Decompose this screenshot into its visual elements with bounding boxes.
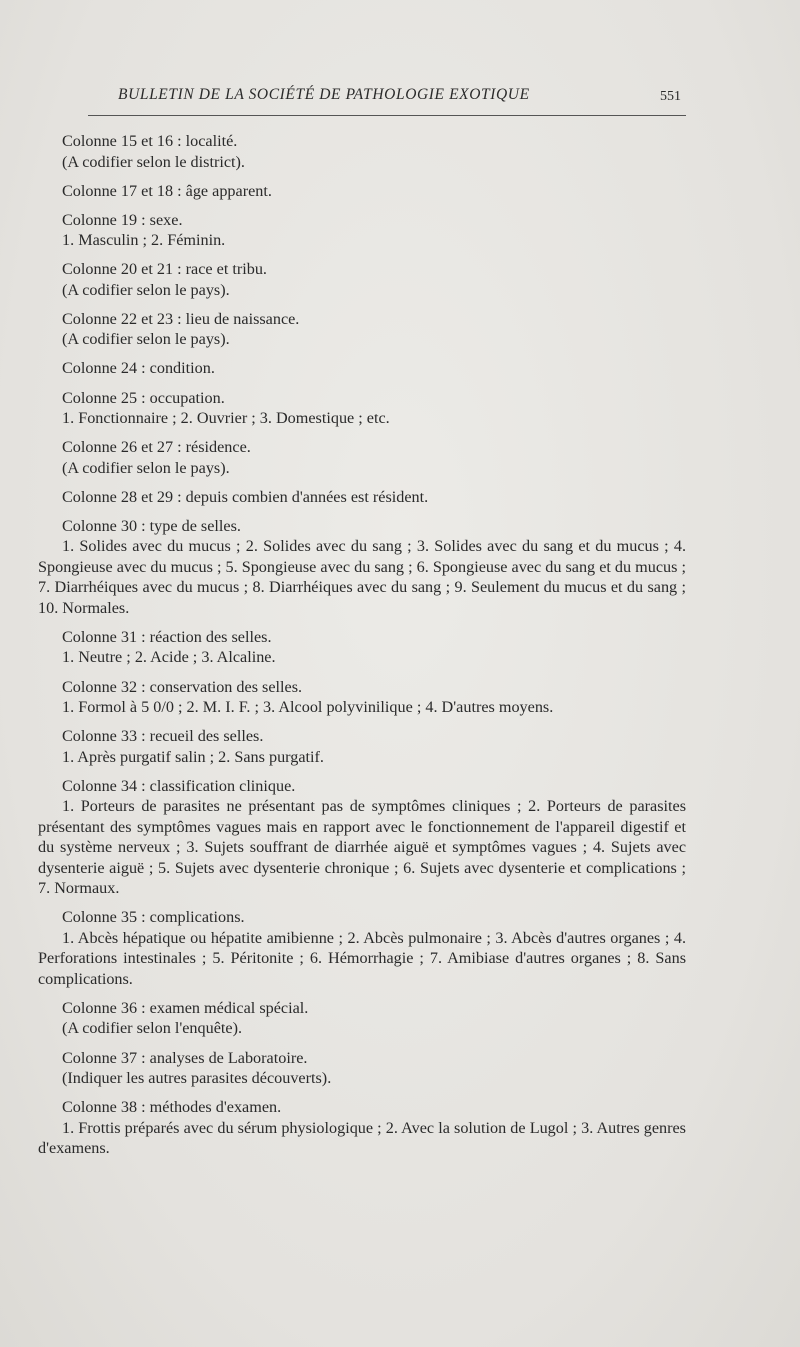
entry-body-line: (Indiquer les autres parasites découverts). xyxy=(62,1069,332,1087)
entry-colonne-19 xyxy=(62,210,686,251)
entry-colonne-22-23 xyxy=(62,309,686,350)
entry-body-line: (A codifier selon le pays). xyxy=(62,280,230,299)
codification-list xyxy=(38,131,686,1167)
entry-heading: Colonne 22 et 23 : lieu de naissance. xyxy=(62,309,300,328)
entry-heading: Colonne 17 et 18 : âge apparent. xyxy=(62,181,272,200)
entry-body-line: (A codifier selon l'enquête). xyxy=(62,1019,243,1038)
entry-colonne-37 xyxy=(62,1048,686,1089)
entry-colonne-17-18 xyxy=(62,181,686,202)
entry-body-paragraph: 1. Formol à 5 0/0 ; 2. M. I. F. ; 3. Alcool polyvinilique ; 4. D'autres moyens. xyxy=(62,698,554,717)
journal-title: BULLETIN DE LA SOCIÉTÉ DE PATHOLOGIE EXOTIQUE xyxy=(118,86,530,103)
entry-colonne-30 xyxy=(38,516,686,619)
entry-colonne-31 xyxy=(62,627,686,668)
entry-colonne-38 xyxy=(38,1097,686,1159)
entry-body-line: (A codifier selon le district). xyxy=(62,152,245,171)
entry-body-line: 1. Fonctionnaire ; 2. Ouvrier ; 3. Domestique ; etc. xyxy=(62,409,390,428)
entry-heading: Colonne 24 : condition. xyxy=(62,359,215,378)
entry-colonne-32 xyxy=(62,677,686,718)
entry-body-line: 1. Masculin ; 2. Féminin. xyxy=(62,231,226,250)
entry-colonne-35 xyxy=(38,907,686,989)
entry-heading: Colonne 37 : analyses de Laboratoire. xyxy=(62,1048,308,1067)
entry-heading: Colonne 20 et 21 : race et tribu. xyxy=(62,260,267,279)
entry-body-line: (A codifier selon le pays). xyxy=(62,330,230,349)
entry-heading: Colonne 25 : occupation. xyxy=(62,388,225,407)
entry-colonne-28-29 xyxy=(62,487,686,508)
entry-colonne-26-27 xyxy=(62,437,686,478)
entry-heading: Colonne 33 : recueil des selles. xyxy=(62,727,264,746)
entry-colonne-20-21 xyxy=(62,259,686,300)
entry-body-line: 1. Neutre ; 2. Acide ; 3. Alcaline. xyxy=(62,648,276,667)
entry-heading: Colonne 34 : classification clinique. xyxy=(62,776,296,795)
entry-heading: Colonne 28 et 29 : depuis combien d'années est résident. xyxy=(62,487,429,506)
entry-colonne-15-16 xyxy=(62,131,686,172)
entry-heading: Colonne 38 : méthodes d'examen. xyxy=(62,1098,282,1117)
entry-heading: Colonne 36 : examen médical spécial. xyxy=(62,998,309,1017)
entry-heading: Colonne 19 : sexe. xyxy=(62,210,183,229)
entry-heading: Colonne 30 : type de selles. xyxy=(62,516,241,535)
entry-body-paragraph: 1. Solides avec du mucus ; 2. Solides avec du sang ; 3. Solides avec du sang et du mucus ; 4. Spongieuse avec du mucus ; 5. Spongieuse avec du sang ; 6. Spongieuse avec du sang et du mucus ; 7. Diarrhéiques avec du mucus ; 8. Diarrhéiques avec du sang ; 9. Seulement du mucus et du sang ; 10. Normales. xyxy=(38,537,686,617)
entry-colonne-25 xyxy=(62,388,686,429)
running-header xyxy=(0,86,800,110)
entry-body-line: 1. Après purgatif salin ; 2. Sans purgatif. xyxy=(62,747,324,766)
page-number: 551 xyxy=(660,89,681,104)
entry-heading: Colonne 32 : conservation des selles. xyxy=(62,677,303,696)
entry-colonne-36 xyxy=(62,998,686,1039)
entry-heading: Colonne 26 et 27 : résidence. xyxy=(62,438,251,457)
entry-body-paragraph: 1. Abcès hépatique ou hépatite amibienne ; 2. Abcès pulmonaire ; 3. Abcès d'autres organes ; 4. Perforations intestinales ; 5. Péritonite ; 6. Hémorrhagie ; 7. Amibiase d'autres organes ; 8. Sans complications. xyxy=(38,928,686,988)
entry-colonne-33 xyxy=(62,726,686,767)
entry-colonne-24 xyxy=(62,358,686,379)
entry-body-paragraph: 1. Porteurs de parasites ne présentant pas de symptômes cliniques ; 2. Porteurs de parasites présentant des symptômes vagues mais en rapport avec le fonctionnement de l'appareil digestif et du système nerveux ; 3. Sujets souffrant de diarrhée aiguë et symptômes vagues ; 4. Sujets avec dysenterie aiguë ; 5. Sujets avec dysenterie chronique ; 6. Sujets avec dysenterie et complications ; 7. Normaux. xyxy=(38,797,686,898)
entry-body-line: (A codifier selon le pays). xyxy=(62,458,230,477)
entry-heading: Colonne 35 : complications. xyxy=(62,908,245,927)
entry-heading: Colonne 31 : réaction des selles. xyxy=(62,627,272,646)
entry-heading: Colonne 15 et 16 : localité. xyxy=(62,132,238,150)
header-rule xyxy=(88,115,686,116)
entry-body-paragraph: 1. Frottis préparés avec du sérum physiologique ; 2. Avec la solution de Lugol ; 3. Autres genres d'examens. xyxy=(38,1118,686,1158)
entry-colonne-34 xyxy=(38,776,686,899)
